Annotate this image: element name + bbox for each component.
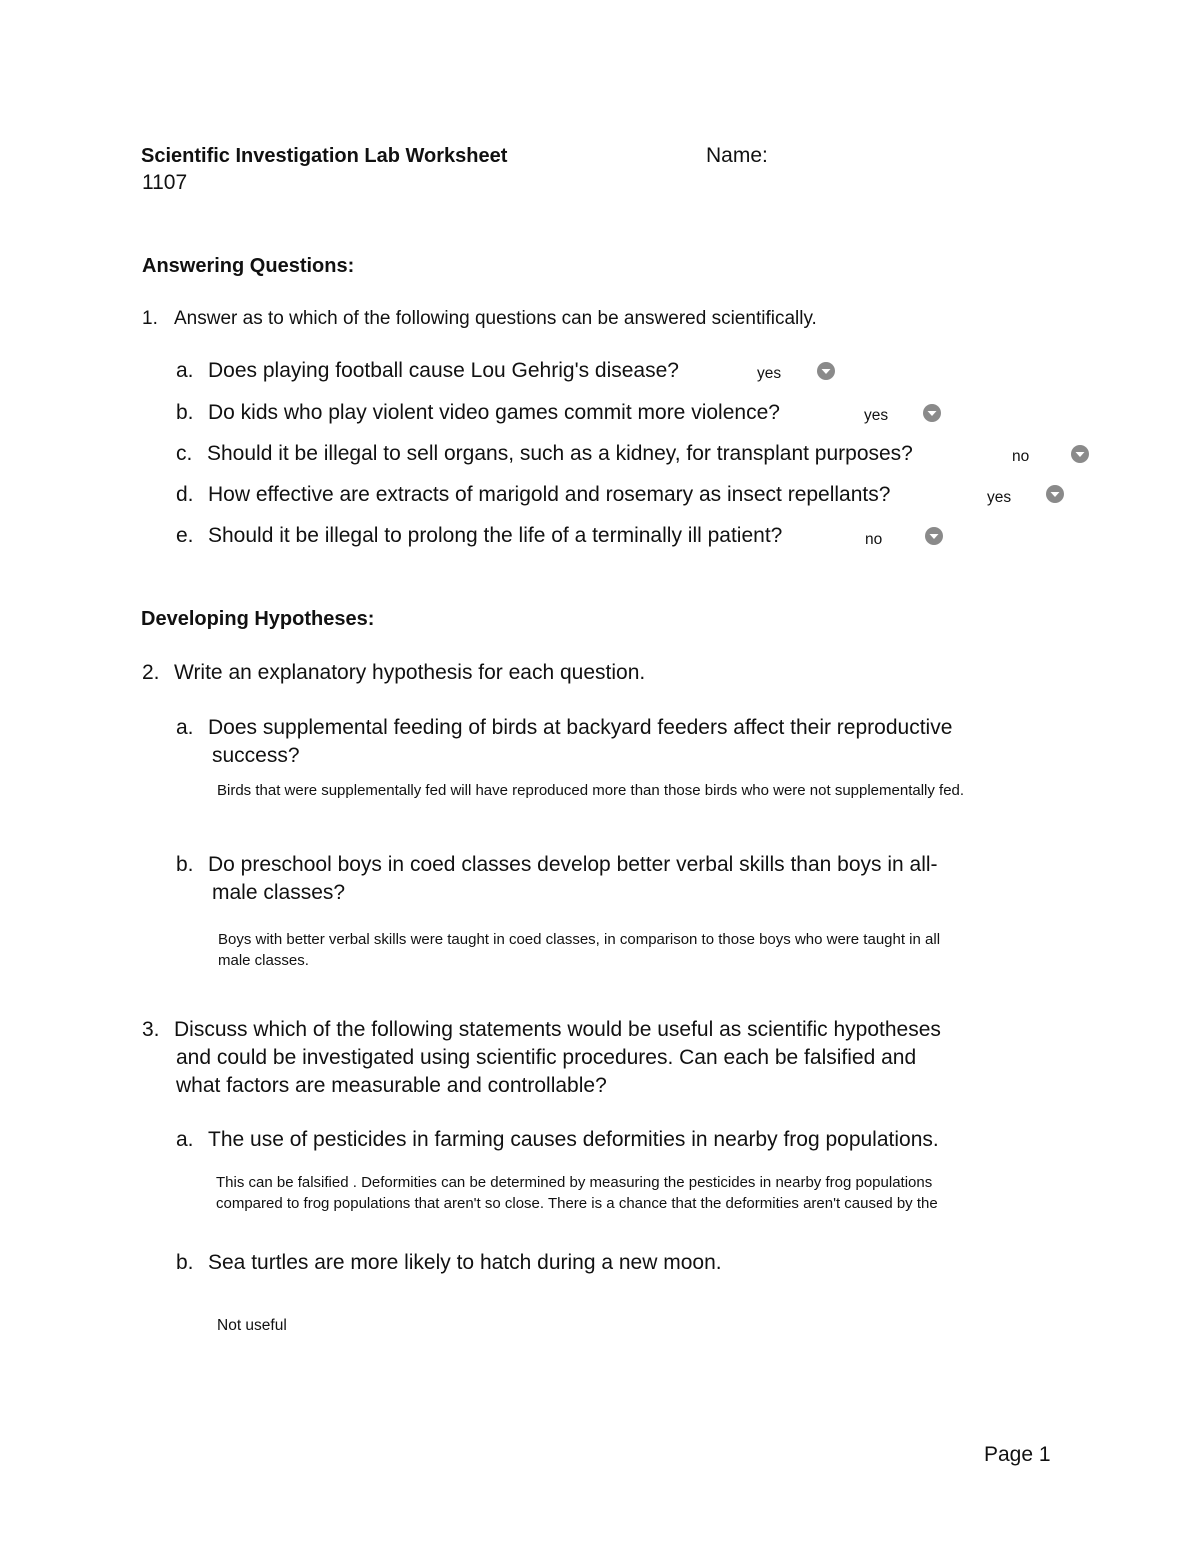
answer-value: no	[1012, 448, 1030, 465]
item-question-line: Does supplemental feeding of birds at backyard feeders affect their reproductive	[208, 716, 953, 739]
item-letter: e.	[176, 524, 194, 547]
question-text-line: and could be investigated using scientific procedures. Can each be falsified and	[176, 1046, 917, 1069]
item-letter: d.	[176, 483, 194, 506]
item-statement: The use of pesticides in farming causes deformities in nearby frog populations.	[208, 1128, 939, 1151]
question-number: 2.	[142, 661, 160, 684]
question-text: Write an explanatory hypothesis for each question.	[174, 661, 646, 684]
answer-text: Birds that were supplementally fed will have reproduced more than those birds who were not supplementally fed.	[217, 782, 965, 799]
section-heading-answering-questions: Answering Questions:	[142, 255, 355, 277]
section-heading-developing-hypotheses: Developing Hypotheses:	[141, 608, 375, 630]
answer-dropdown-icon[interactable]	[922, 403, 942, 423]
question-number: 3.	[142, 1018, 160, 1041]
item-letter: b.	[176, 401, 194, 424]
item-letter: b.	[176, 1251, 194, 1274]
item-letter: b.	[176, 853, 194, 876]
name-label: Name:	[706, 144, 768, 167]
question-number: 1.	[142, 308, 158, 329]
answer-text-line: This can be falsified . Deformities can be determined by measuring the pesticides in nearby frog populations	[216, 1174, 933, 1191]
answer-value: yes	[987, 489, 1012, 506]
item-letter: a.	[176, 716, 194, 739]
worksheet-title: Scientific Investigation Lab Worksheet	[141, 145, 508, 167]
item-question: Should it be illegal to sell organs, such as a kidney, for transplant purposes?	[207, 442, 913, 465]
question-text-line: what factors are measurable and controllable?	[176, 1074, 607, 1097]
answer-text-line: compared to frog populations that aren't so close. There is a chance that the deformities aren't caused by the	[216, 1195, 938, 1212]
answer-text-line: male classes.	[218, 952, 309, 969]
item-letter: a.	[176, 1128, 194, 1151]
item-question: How effective are extracts of marigold and rosemary as insect repellants?	[208, 483, 891, 506]
course-number: 1107	[142, 171, 188, 194]
item-question-line: success?	[212, 744, 300, 767]
item-question: Does playing football cause Lou Gehrig's disease?	[208, 359, 679, 382]
item-question: Should it be illegal to prolong the life of a terminally ill patient?	[208, 524, 783, 547]
page-number: Page 1	[984, 1443, 1051, 1466]
item-question-line: Do preschool boys in coed classes develop better verbal skills than boys in all-	[208, 853, 938, 876]
answer-text-line: Boys with better verbal skills were taught in coed classes, in comparison to those boys who were taught in all	[218, 931, 941, 948]
answer-value: no	[865, 531, 883, 548]
answer-value: yes	[864, 407, 889, 424]
answer-dropdown-icon[interactable]	[924, 526, 944, 546]
question-text-line: Discuss which of the following statements would be useful as scientific hypotheses	[174, 1018, 941, 1041]
question-text: Answer as to which of the following questions can be answered scientifically.	[174, 308, 817, 329]
item-question: Do kids who play violent video games commit more violence?	[208, 401, 780, 424]
item-letter: a.	[176, 359, 194, 382]
item-statement: Sea turtles are more likely to hatch during a new moon.	[208, 1251, 722, 1274]
answer-dropdown-icon[interactable]	[1045, 484, 1065, 504]
answer-dropdown-icon[interactable]	[1070, 444, 1090, 464]
item-letter: c.	[176, 442, 193, 465]
answer-text: Not useful	[217, 1317, 287, 1334]
item-question-line: male classes?	[212, 881, 346, 904]
answer-value: yes	[757, 365, 782, 382]
answer-dropdown-icon[interactable]	[816, 361, 836, 381]
